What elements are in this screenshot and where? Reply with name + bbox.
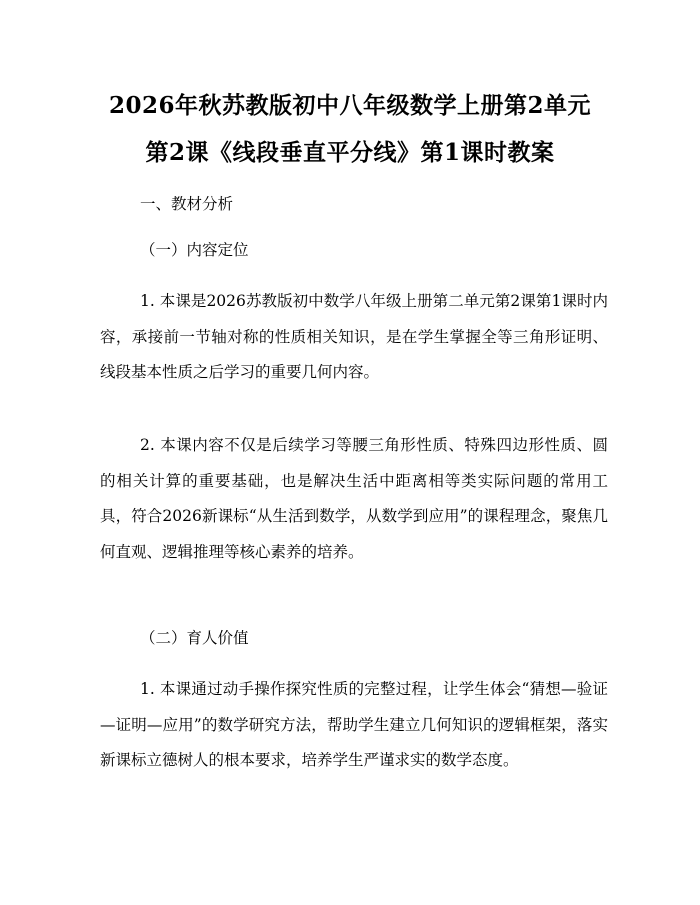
paragraph-content-positioning-2: 2. 本课内容不仅是后续学习等腰三角形性质、特殊四边形性质、圆的相关计算的重要基础，也是解决生活中距离相等类实际问题的常用工具，符合2026新课标“从生活到数学，从数学到应用”的课程理念，聚焦几何直观、逻辑推理等核心素养的培养。 — [100, 436, 608, 561]
subsection-heading-content-positioning: （一）内容定位 — [140, 241, 249, 259]
subsection-heading-educational-value: （二）育人价值 — [140, 629, 249, 647]
section-heading-textbook-analysis: 一、教材分析 — [140, 195, 234, 213]
paragraph-educational-value-1: 1. 本课通过动手操作探究性质的完整过程，让学生体会“猜想—验证—证明—应用”的数学研究方法，帮助学生建立几何知识的逻辑框架，落实新课标立德树人的根本要求，培养学生严谨求实的数学态度。 — [100, 680, 608, 769]
paragraph-content-positioning-1: 1. 本课是2026苏教版初中数学八年级上册第二单元第2课第1课时内容，承接前一节轴对称的性质相关知识，是在学生掌握全等三角形证明、线段基本性质之后学习的重要几何内容。 — [100, 292, 608, 381]
document-title: 2026年秋苏教版初中八年级数学上册第2单元第2课《线段垂直平分线》第1课时教案 — [108, 92, 592, 166]
